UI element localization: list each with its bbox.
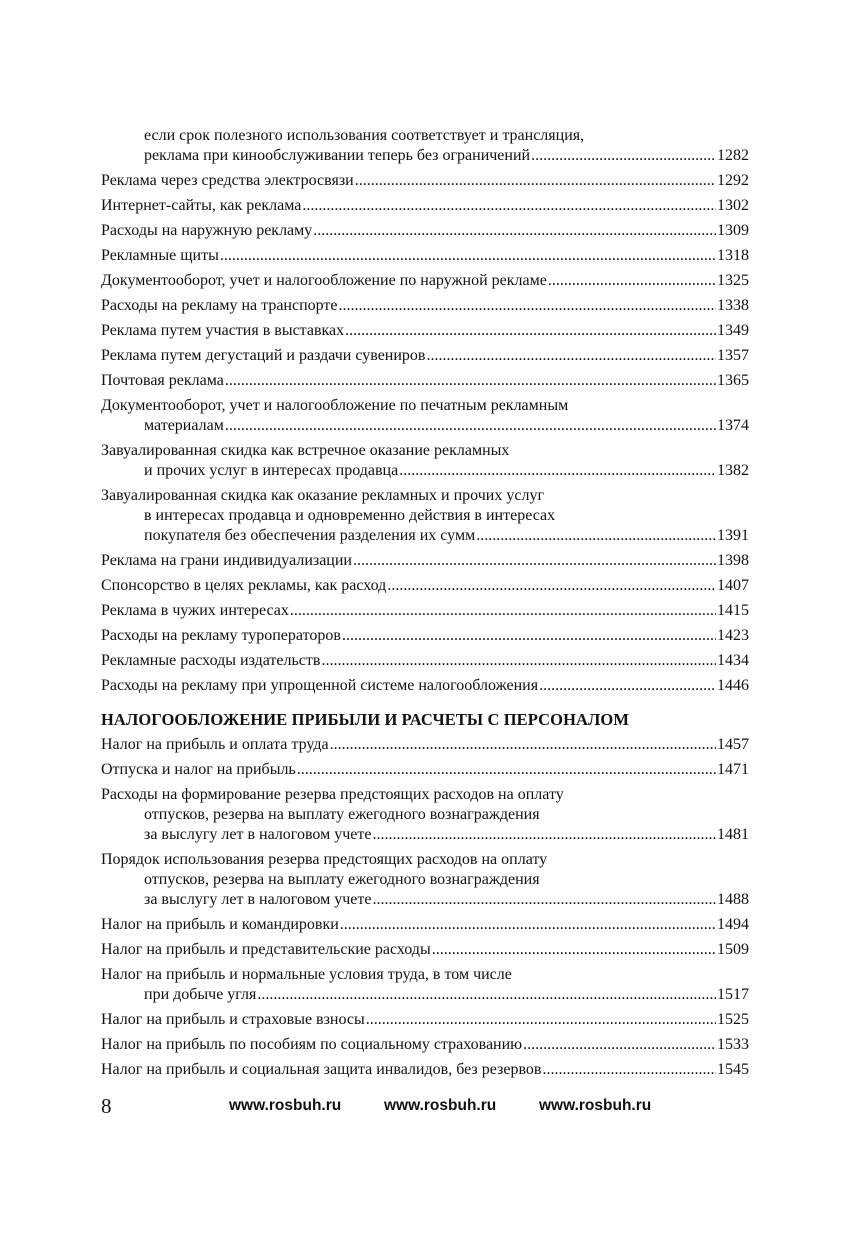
dot-leader (548, 271, 716, 291)
toc-entry-text: Налог на прибыль и оплата труда (101, 736, 329, 753)
toc-page-number: 1471 (717, 761, 749, 778)
dot-leader (330, 735, 716, 755)
toc-entry (101, 601, 749, 621)
toc-entry (101, 221, 749, 241)
toc-entry (101, 126, 749, 166)
toc-entry-line (101, 551, 749, 571)
toc-page-number: 1481 (717, 826, 749, 843)
toc-entry (101, 576, 749, 596)
toc-entry-line (101, 870, 749, 890)
toc-page-number: 1391 (717, 527, 749, 544)
toc-entry-line (101, 651, 749, 671)
toc-entry (101, 396, 749, 436)
dot-leader (302, 196, 716, 216)
toc-entry-line (101, 940, 749, 960)
toc-entry-line (101, 506, 749, 526)
dot-leader (432, 940, 716, 960)
toc-page-number: 1525 (717, 1011, 749, 1028)
toc-entry (101, 676, 749, 696)
toc-entry-line (101, 441, 749, 461)
toc-entry-text: Реклама через средства электросвязи (101, 172, 354, 189)
toc-entry (101, 196, 749, 216)
footer-url: www.rosbuh.ru (384, 1097, 497, 1114)
toc-entry-text: в интересах продавца и одновременно действия в интересах (144, 507, 556, 524)
toc-entry (101, 1035, 749, 1055)
toc-entry-line (101, 346, 749, 366)
toc-entry-line (101, 825, 749, 845)
footer-url: www.rosbuh.ru (229, 1097, 342, 1114)
toc-group-advertising (101, 126, 749, 696)
toc-entry-line (101, 1060, 749, 1080)
toc-entry-line (101, 985, 749, 1005)
toc-entry (101, 785, 749, 845)
toc-entry-line (101, 576, 749, 596)
toc-entry-text: Налог на прибыль и страховые взносы (101, 1011, 365, 1028)
toc-page-number: 1309 (717, 222, 749, 239)
dot-leader (372, 825, 716, 845)
toc-entry-text: Документооборот, учет и налогообложение по наружной рекламе (101, 272, 547, 289)
dot-leader (399, 461, 716, 481)
toc-entry-text: Реклама путем дегустаций и раздачи сувениров (101, 347, 426, 364)
toc-entry-line (101, 416, 749, 436)
toc-entry-line (101, 271, 749, 291)
toc-entry-text: Спонсорство в целях рекламы, как расход (101, 577, 387, 594)
toc-page-number: 1533 (717, 1036, 749, 1053)
toc-entry-line (101, 196, 749, 216)
toc-entry-line (101, 396, 749, 416)
toc-entry-text: Завуалированная скидка как встречное оказание рекламных (101, 442, 510, 459)
dot-leader (531, 146, 716, 166)
dot-leader (225, 416, 716, 436)
toc-entry-text: и прочих услуг в интересах продавца (144, 462, 399, 479)
toc-entry-line (101, 371, 749, 391)
toc-entry-line (101, 526, 749, 546)
dot-leader (225, 371, 716, 391)
toc-page-number: 1282 (717, 147, 749, 164)
toc-entry-text: за выслугу лет в налоговом учете (144, 891, 372, 908)
footer-url: www.rosbuh.ru (539, 1097, 652, 1114)
toc-page-number: 1517 (717, 986, 749, 1003)
toc-entry-text: за выслугу лет в налоговом учете (144, 826, 372, 843)
toc-entry (101, 735, 749, 755)
toc-entry (101, 1060, 749, 1080)
dot-leader (353, 551, 716, 571)
toc-entry-line (101, 221, 749, 241)
toc-page-number: 1423 (717, 627, 749, 644)
page-number: 8 (101, 1094, 112, 1118)
toc-entry (101, 371, 749, 391)
toc-page-number: 1446 (717, 677, 749, 694)
toc-entry (101, 850, 749, 910)
toc-entry-text: Завуалированная скидка как оказание рекламных и прочих услуг (101, 487, 544, 504)
toc-entry-line (101, 805, 749, 825)
toc-entry-line (101, 461, 749, 481)
toc-entry-line (101, 915, 749, 935)
toc-entry-line (101, 676, 749, 696)
toc-entry-line (101, 321, 749, 341)
toc-page-number: 1325 (717, 272, 749, 289)
toc-page-number: 1509 (717, 941, 749, 958)
table-of-contents (101, 126, 749, 1085)
toc-entry-text: отпусков, резерва на выплату ежегодного вознаграждения (144, 806, 540, 823)
toc-entry-text: Расходы на наружную рекламу (101, 222, 313, 239)
toc-entry (101, 626, 749, 646)
toc-entry-line (101, 760, 749, 780)
toc-page-number: 1488 (717, 891, 749, 908)
dot-leader (542, 1060, 716, 1080)
dot-leader (313, 221, 716, 241)
toc-entry-text: Документооборот, учет и налогообложение по печатным рекламным (101, 397, 569, 414)
toc-entry-line (101, 965, 749, 985)
toc-entry (101, 486, 749, 546)
dot-leader (290, 601, 716, 621)
toc-entry (101, 246, 749, 266)
toc-entry-line (101, 785, 749, 805)
dot-leader (355, 171, 716, 191)
toc-entry-text: Расходы на формирование резерва предстоящих расходов на оплату (101, 786, 564, 803)
toc-entry-line (101, 890, 749, 910)
toc-entry (101, 321, 749, 341)
toc-entry-line (101, 601, 749, 621)
dot-leader (345, 321, 716, 341)
toc-entry-text: Почтовая реклама (101, 372, 224, 389)
toc-entry-text: Рекламные расходы издательств (101, 652, 321, 669)
toc-page-number: 1318 (717, 247, 749, 264)
toc-entry-text: Налог на прибыль и представительские расходы (101, 941, 431, 958)
toc-entry-line (101, 171, 749, 191)
toc-entry-line (101, 626, 749, 646)
toc-page-number: 1398 (717, 552, 749, 569)
toc-entry (101, 171, 749, 191)
toc-page-number: 1374 (717, 417, 749, 434)
toc-entry-line (101, 126, 749, 146)
page-footer (101, 1094, 749, 1118)
toc-entry (101, 551, 749, 571)
toc-entry-text: Реклама на грани индивидуализации (101, 552, 352, 569)
toc-page-number: 1407 (717, 577, 749, 594)
toc-page-number: 1382 (717, 462, 749, 479)
toc-entry-text: Рекламные щиты (101, 247, 219, 264)
dot-leader (426, 346, 716, 366)
dot-leader (342, 626, 716, 646)
dot-leader (339, 296, 716, 316)
toc-entry-text: Налог на прибыль и командировки (101, 916, 339, 933)
toc-entry-line (101, 486, 749, 506)
toc-page-number: 1545 (717, 1061, 749, 1078)
dot-leader (220, 246, 716, 266)
toc-entry-text: если срок полезного использования соответствует и трансляция, (144, 127, 585, 144)
toc-page-number: 1292 (717, 172, 749, 189)
toc-page-number: 1434 (717, 652, 749, 669)
toc-page-number: 1365 (717, 372, 749, 389)
toc-entry-text: Расходы на рекламу при упрощенной системе налогообложения (101, 677, 539, 694)
toc-entry-text: при добыче угля (144, 986, 257, 1003)
toc-entry-text: Реклама в чужих интересах (101, 602, 289, 619)
toc-entry (101, 346, 749, 366)
toc-entry (101, 441, 749, 481)
section-heading: НАЛОГООБЛОЖЕНИЕ ПРИБЫЛИ И РАСЧЕТЫ С ПЕРСОНАЛОМ (101, 710, 630, 729)
toc-page-number: 1415 (717, 602, 749, 619)
toc-entry-text: Порядок использования резерва предстоящих расходов на оплату (101, 851, 548, 868)
toc-entry-text: Расходы на рекламу туроператоров (101, 627, 341, 644)
toc-entry-line (101, 146, 749, 166)
toc-page-number: 1349 (717, 322, 749, 339)
dot-leader (321, 651, 716, 671)
toc-entry-text: материалам (144, 417, 224, 434)
toc-entry-text: покупателя без обеспечения разделения их сумм (144, 527, 476, 544)
toc-group-profit-tax (101, 735, 749, 1080)
toc-entry (101, 1010, 749, 1030)
toc-entry-line (101, 246, 749, 266)
toc-entry-text: Интернет-сайты, как реклама (101, 197, 302, 214)
toc-entry-text: Налог на прибыль по пособиям по социальному страхованию (101, 1036, 523, 1053)
toc-entry-line (101, 1035, 749, 1055)
toc-entry-text: реклама при кинообслуживании теперь без ограничений (144, 147, 531, 164)
toc-entry-line (101, 735, 749, 755)
toc-entry (101, 915, 749, 935)
dot-leader (297, 760, 716, 780)
toc-entry (101, 271, 749, 291)
toc-entry (101, 760, 749, 780)
dot-leader (387, 576, 716, 596)
toc-entry-text: Расходы на рекламу на транспорте (101, 297, 338, 314)
dot-leader (257, 985, 716, 1005)
toc-page-number: 1494 (717, 916, 749, 933)
toc-entry-text: Налог на прибыль и нормальные условия труда, в том числе (101, 966, 512, 983)
toc-entry-text: Налог на прибыль и социальная защита инвалидов, без резервов (101, 1061, 542, 1078)
toc-entry-text: Реклама путем участия в выставках (101, 322, 345, 339)
toc-page-number: 1302 (717, 197, 749, 214)
toc-entry (101, 940, 749, 960)
toc-entry-line (101, 296, 749, 316)
toc-entry-text: Отпуска и налог на прибыль (101, 761, 296, 778)
toc-entry (101, 651, 749, 671)
dot-leader (366, 1010, 716, 1030)
toc-page-number: 1338 (717, 297, 749, 314)
toc-page-number: 1457 (717, 736, 749, 753)
dot-leader (372, 890, 716, 910)
toc-page-number: 1357 (717, 347, 749, 364)
dot-leader (340, 915, 716, 935)
dot-leader (539, 676, 716, 696)
dot-leader (523, 1035, 716, 1055)
toc-entry-text: отпусков, резерва на выплату ежегодного вознаграждения (144, 871, 540, 888)
toc-entry-line (101, 850, 749, 870)
toc-entry-line (101, 1010, 749, 1030)
dot-leader (476, 526, 716, 546)
toc-entry (101, 296, 749, 316)
toc-entry (101, 965, 749, 1005)
